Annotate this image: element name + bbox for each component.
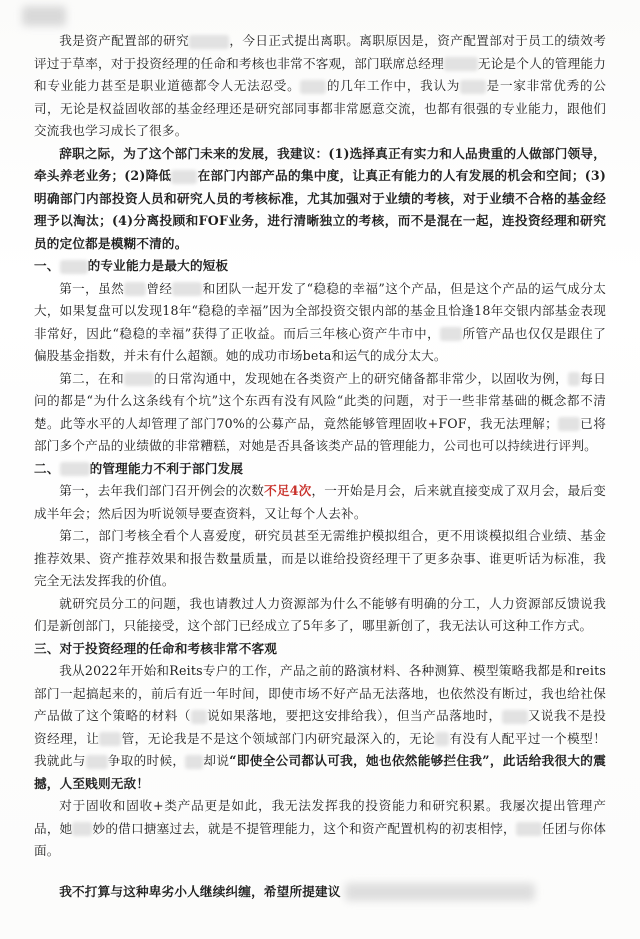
paragraph-section-2-third: 就研究员分工的问题，我也请教过人力资源部为什么不能够有明确的分工，人力资源部反馈说我们是新创部门，只能接受，这个部门已经成立了5年多了，哪里新创了，我无法认可这种工作方式。 xyxy=(34,595,606,633)
resignation-letter xyxy=(34,30,606,916)
text: 已将部门多个产品的业绩做的非常糟糕，对她是否具备该类产品的管理能力，公司也可以持续进行评判。 xyxy=(34,415,606,453)
text: 却说 xyxy=(203,753,230,768)
text: 的管理能力不利于部门发展 xyxy=(89,460,244,476)
redaction-blur xyxy=(124,282,146,296)
redaction-blur xyxy=(502,710,528,724)
heading-section-1 xyxy=(34,255,606,278)
text: 任团与你体面。 xyxy=(34,820,606,858)
text: 无论是个人的管理能力和专业能力甚至是职业道德都令人无法忍受。 xyxy=(34,55,606,93)
text: 说如果落地，要把这安排给我），但当产品落地时， xyxy=(206,708,502,723)
text: 又说我不是投资经理，让 xyxy=(34,708,607,746)
heading-section-2 xyxy=(34,458,606,481)
text: 的几年工作中，我认为 xyxy=(326,78,461,93)
text: ，一开始是月会，后来就直接变成了双月会，最后变成半年会；然后因为听说领导要查资料，又让每个人去补。 xyxy=(34,483,606,521)
redaction-blur xyxy=(345,883,535,901)
text: 第一，虽然 xyxy=(59,280,125,296)
text: 管，无论我是不是这个领域部门内研究最深入的，无论 xyxy=(121,730,436,746)
text: 我不打算与这种卑劣小人继续纠缠，希望所提建议 xyxy=(59,883,341,899)
text: 曾经 xyxy=(146,280,173,296)
text: ，今日正式提出离职。离职原因是，资产配置部对于员工的绩效考评过于草率，对于投资经理的任命和考核也非常不客观，部门联席总经理 xyxy=(34,33,606,71)
redaction-blur xyxy=(558,417,580,431)
redaction-blur xyxy=(189,35,229,49)
text: 对于固收和固收+类产品更是如此，我无法发挥我的投资能力和研究积累。我屡次提出管理产品，她 xyxy=(34,798,606,836)
paragraph-section-3-second xyxy=(34,795,606,863)
redaction-blur xyxy=(60,462,90,476)
text: 有没有人配平过一个模型！我就此与 xyxy=(34,730,606,768)
text: 第二，在和 xyxy=(59,370,124,386)
text: 妙的借口搪塞过去，就是不提管理能力，这个和资产配置机构的初衷相悖， xyxy=(92,820,516,836)
redaction-blur xyxy=(99,732,121,746)
heading-section-3: 三、对于投资经理的任命和考核非常不客观 xyxy=(34,640,278,656)
redaction-blur xyxy=(568,372,580,386)
text: 辞职之际，为了这个部门未来的发展，我建议：(1)选择真正有实力和人品贵重的人做部门领导，牵头养老业务；(2)降低 xyxy=(34,145,606,183)
paragraph-section-1-second xyxy=(34,368,606,458)
text: 二、 xyxy=(34,460,60,476)
text: 每日问的都是“为什么这条线有个坑”这个东西有没有风险“此类的问题，对于一些非常基础的概念都不清楚。此等水平的人却管理了部门70%的公募产品，竟然能够管理固收+FOF，我无法理解； xyxy=(34,370,607,431)
paragraph-section-1-first xyxy=(34,278,606,368)
text: 我从2022年开始和Reits专户的工作，产品之前的路演材料、各种测算、模型策略我都是和reits部门一起搞起来的，前后有近一年时间，即使市场不好产品无法落地，也依然没有断过，我也给社保产品做了这个策略的材料（ xyxy=(34,663,606,723)
redaction-blur xyxy=(435,732,449,746)
redaction-blur xyxy=(516,822,542,836)
redaction-blur xyxy=(86,755,108,769)
redaction-blur xyxy=(300,80,326,94)
redaction-blur xyxy=(460,80,486,94)
redaction-blur xyxy=(124,372,154,386)
text: 是一家非常优秀的公司，无论是权益固收部的基金经理还是研究部同事都非常愿意交流，也都有很强的专业能力，跟他们交流我也学习成长了很多。 xyxy=(34,78,607,138)
redaction-blur xyxy=(172,282,202,296)
redaction-blur xyxy=(60,260,88,274)
paragraph-section-3-first xyxy=(34,660,606,795)
text: 和团队一起开发了“稳稳的幸福”这个产品，但是这个产品的运气成分太大，如果复盘可以发现18年“稳稳的幸福”因为全部投资交银内部的基金且恰逢18年交银内部基金表现非常好，因此“稳稳的幸福”获得了正收益。而后三年核心资产牛市中， xyxy=(34,280,607,341)
text: 争取的时候， xyxy=(107,753,186,768)
quote-text: “即使全公司都认可我，她也依然能够拦住我” xyxy=(229,753,490,768)
text: 我是资产配置部的研究 xyxy=(59,33,190,48)
redaction-blur xyxy=(171,170,197,184)
text: 的日常沟通中，发现她在各类资产上的研究储备都非常少，以固收为例， xyxy=(153,370,569,386)
redaction-blur xyxy=(440,327,462,341)
text: ，此话给我很大的震撼， xyxy=(34,753,606,791)
paragraph-intro xyxy=(34,30,606,143)
redaction-blur xyxy=(185,755,203,769)
redaction-blur xyxy=(22,6,66,26)
highlight-text: 不足4次 xyxy=(264,483,312,498)
text: 所管产品也仅仅是跟住了偏股基金指数，并未有什么超额。她的成功市场beta和运气的成分太大。 xyxy=(34,325,607,363)
text: 一、 xyxy=(34,258,60,273)
redaction-blur xyxy=(444,57,478,71)
text: 在部门内部产品的集中度，让真正有能力的人有发展的机会和空间；(3)明确部门内部投资人员和研究人员的考核标准，尤其加强对于业绩的考核，对于业绩不合格的基金经理予以淘汰；(4)分离投顾和FOF业务，进行清晰独立的考核，而不是混在一起，连投资经理和研究员的定位都是模糊不清的。 xyxy=(34,168,606,251)
text: 人至贱则无敌！ xyxy=(59,775,150,791)
redaction-blur xyxy=(191,710,207,724)
paragraph-section-2-second: 第二，部门考核全看个人喜爱度，研究员甚至无需维护模拟组合，更不用谈模拟组合业绩、基金推荐效果、资产推荐效果和报告数量质量，而是以谁给投资经理干了更多杂事、谁更听话为标准，我完全无法发挥我的价值。 xyxy=(34,528,606,588)
text: 第一，去年我们部门召开例会的次数 xyxy=(59,483,265,498)
text: 的专业能力是最大的短板 xyxy=(87,258,229,273)
paragraph-suggestions xyxy=(34,143,606,256)
paragraph-section-2-first xyxy=(34,480,606,525)
redaction-blur xyxy=(72,822,92,836)
paragraph-closing xyxy=(34,881,606,904)
